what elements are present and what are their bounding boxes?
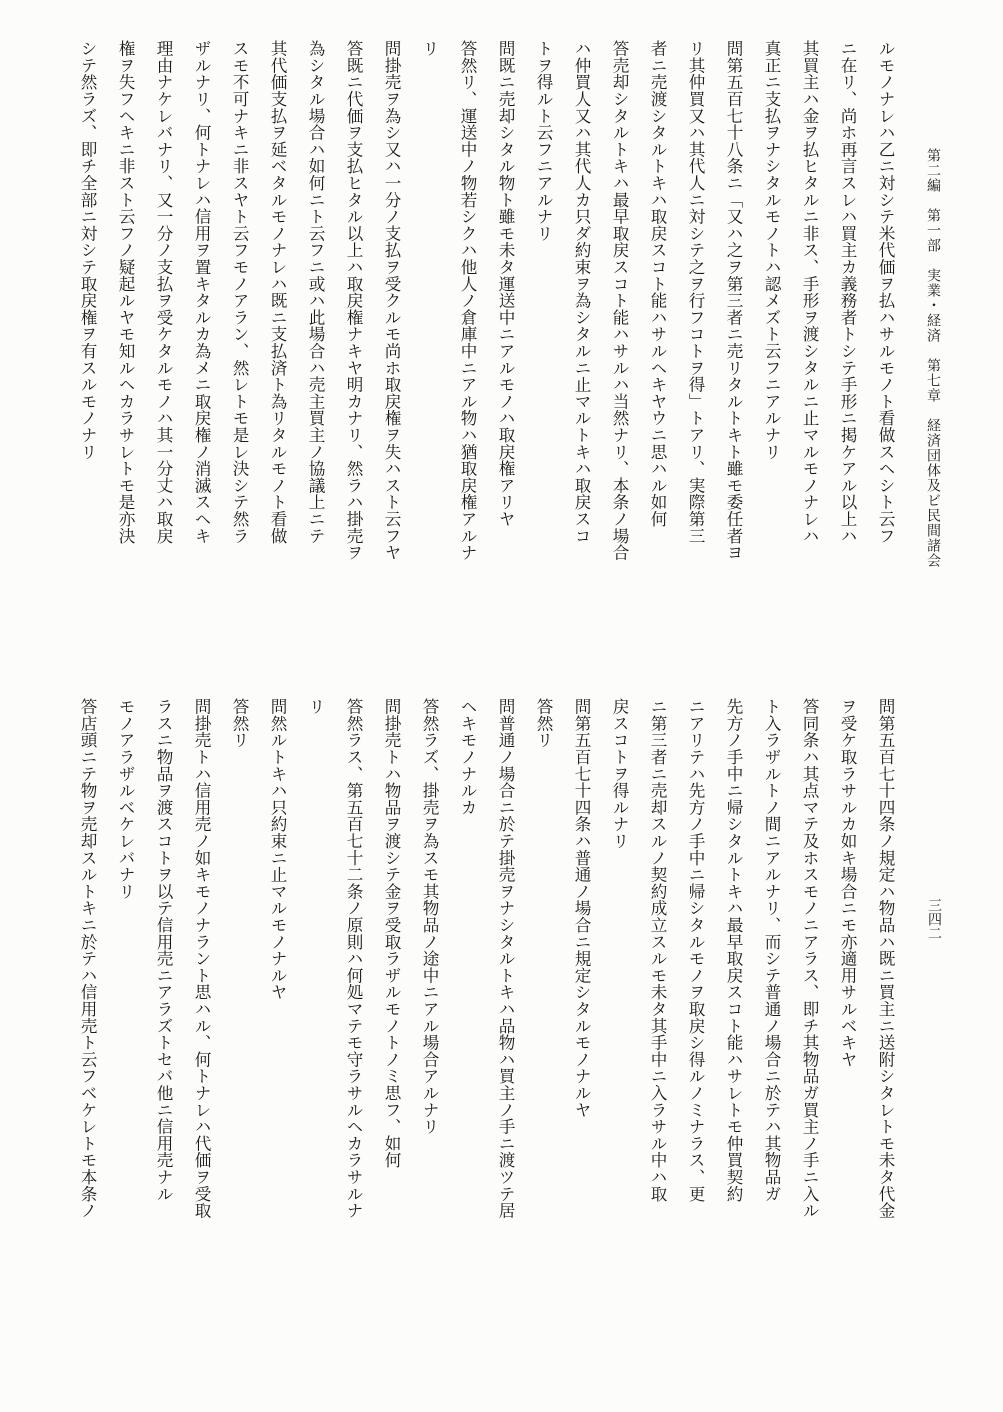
text-line-top: ザルナリ、何トナレハ信用ヲ置キタルカ為メニ取戻権ノ消滅スヘキ: [192, 40, 211, 544]
text-line-top: 問第五百七十八条ニ「又ハ之ヲ第三者ニ売リタルトキト雖モ委任者ヨ: [724, 40, 743, 561]
text-line-top: 権ヲ失フヘキニ非スト云フノ疑起ルヤモ知ルヘカラサレトモ是亦決: [116, 40, 135, 544]
text-line-top: 問掛売ヲ為シ又ハ一分ノ支払ヲ受クルモ尚ホ取戻権ヲ失ハスト云フヤ: [382, 40, 401, 561]
text-line-bottom: 問第五百七十四条ハ普通ノ場合ニ規定シタルモノナルヤ: [572, 698, 591, 1118]
text-line-top: 答売却シタルトキハ最早取戻スコト能ハサルハ当然ナリ、本条ノ場合: [610, 40, 629, 561]
text-line-bottom: ニ第三者ニ売却スルノ契約成立スルモ未タ其手中ニ入ラサル中ハ取: [648, 698, 667, 1202]
text-line-top: スモ不可ナキニ非スヤト云フモノアラン、然レトモ是レ決シテ然ラ: [230, 40, 249, 544]
text-line-bottom: 問掛売トハ信用売ノ如キモノナラント思ハル、何トナレハ代価ヲ受取: [192, 698, 211, 1219]
text-line-top: 問既ニ売却シタル物ト雖モ未タ運送中ニアルモノハ取戻権アリヤ: [496, 40, 515, 528]
text-line-top: 者ニ売渡シタルトキハ取戻スコト能ハサルヘキヤウニ思ハル如何: [648, 40, 667, 528]
text-line-bottom: 問第五百七十四条ノ規定ハ物品ハ既ニ買主ニ送附シタレトモ未タ代金: [876, 698, 895, 1219]
page-number: 三四二: [926, 898, 942, 940]
text-line-top: 真正ニ支払ヲナシタルモノトハ認メズト云フニアルナリ: [762, 40, 781, 460]
text-line-top: 其買主ハ金ヲ払ヒタルニ非ス、手形ヲ渡シタルニ止マルモノナレハ: [800, 40, 819, 544]
text-line-bottom: 問普通ノ場合ニ於テ掛売ヲナシタルトキハ品物ハ買主ノ手ニ渡ツテ居: [496, 698, 515, 1219]
text-line-bottom: ヘキモノナルカ: [458, 698, 477, 816]
text-line-bottom: 先方ノ手中ニ帰シタルトキハ最早取戻スコト能ハサレトモ仲買契約: [724, 698, 743, 1202]
text-line-bottom: 答同条ハ其点マテ及ホスモノニアラス、即チ其物品ガ買主ノ手ニ入ル: [800, 698, 819, 1219]
text-line-top: 答既ニ代価ヲ支払ヒタル以上ハ取戻権ナキヤ明カナリ、然ラハ掛売ヲ: [344, 40, 363, 561]
text-line-top: 理由ナケレバナリ、又一分ノ支払ヲ受ケタルモノハ其一分丈ハ取戻: [154, 40, 173, 544]
text-line-top: リ: [420, 40, 439, 57]
text-line-top: ルモノナレハ乙ニ対シテ米代価ヲ払ハサルモノト看做スヘシト云フ: [876, 40, 895, 544]
text-line-top: リ其仲買又ハ其代人ニ対シテ之ヲ行フコトヲ得」トアリ、実際第三: [686, 40, 705, 544]
text-line-bottom: 答然リ: [534, 698, 553, 749]
text-line-bottom: 問然ルトキハ只約束ニ止マルモノナルヤ: [268, 698, 287, 1001]
text-line-top: ニ在リ、尚ホ再言スレハ買主カ義務者トシテ手形ニ掲ケアル以上ハ: [838, 40, 857, 544]
text-line-top: 其代価支払ヲ延ベタルモノナレハ既ニ支払済ト為リタルモノト看做: [268, 40, 287, 544]
text-line-top: 答然リ、運送中ノ物若シクハ他人ノ倉庫中ニアル物ハ猶取戻権アルナ: [458, 40, 477, 561]
running-header: 第二編 第一部 実業・経済 第七章 経済団体及ビ民間諸会: [925, 148, 941, 568]
text-line-bottom: ヲ受ケ取ラサルカ如キ場合ニモ亦適用サルベキヤ: [838, 698, 857, 1068]
text-line-bottom: 答然リ: [230, 698, 249, 749]
text-line-bottom: 戻スコトヲ得ルナリ: [610, 698, 629, 850]
text-line-bottom: 問掛売トハ物品ヲ渡シテ金ヲ受取ラザルモノトノミ思フ、如何: [382, 698, 401, 1169]
text-line-top: 為シタル場合ハ如何ニト云フニ或ハ此場合ハ売主買主ノ協議上ニテ: [306, 40, 325, 544]
text-line-bottom: 答然ラズ、掛売ヲ為スモ其物品ノ途中ニアル場合アルナリ: [420, 698, 439, 1135]
text-line-bottom: 答然ラス、第五百七十二条ノ原則ハ何処マテモ守ラサルヘカラサルナ: [344, 698, 363, 1219]
text-line-bottom: ト入ラザルトノ間ニアルナリ、而シテ普通ノ場合ニ於テハ其物品ガ: [762, 698, 781, 1202]
text-line-top: ハ仲買人又ハ其代人カ只ダ約束ヲ為シタルニ止マルトキハ取戻スコ: [572, 40, 591, 544]
text-line-top: シテ然ラズ、即チ全部ニ対シテ取戻権ヲ有スルモノナリ: [78, 40, 97, 460]
text-line-bottom: ラスニ物品ヲ渡スコトヲ以テ信用売ニアラズトセバ他ニ信用売ナル: [154, 698, 173, 1202]
text-line-bottom: リ: [306, 698, 325, 715]
text-line-bottom: ニアリテハ先方ノ手中ニ帰シタルモノヲ取戻シ得ルノミナラス、更: [686, 698, 705, 1202]
text-line-top: トヲ得ルト云フニアルナリ: [534, 40, 553, 242]
text-line-bottom: 答店頭ニテ物ヲ売却スルトキニ於テハ信用売ト云フベケレトモ本条ノ: [78, 698, 97, 1219]
text-line-bottom: モノアラザルベケレバナリ: [116, 698, 135, 900]
